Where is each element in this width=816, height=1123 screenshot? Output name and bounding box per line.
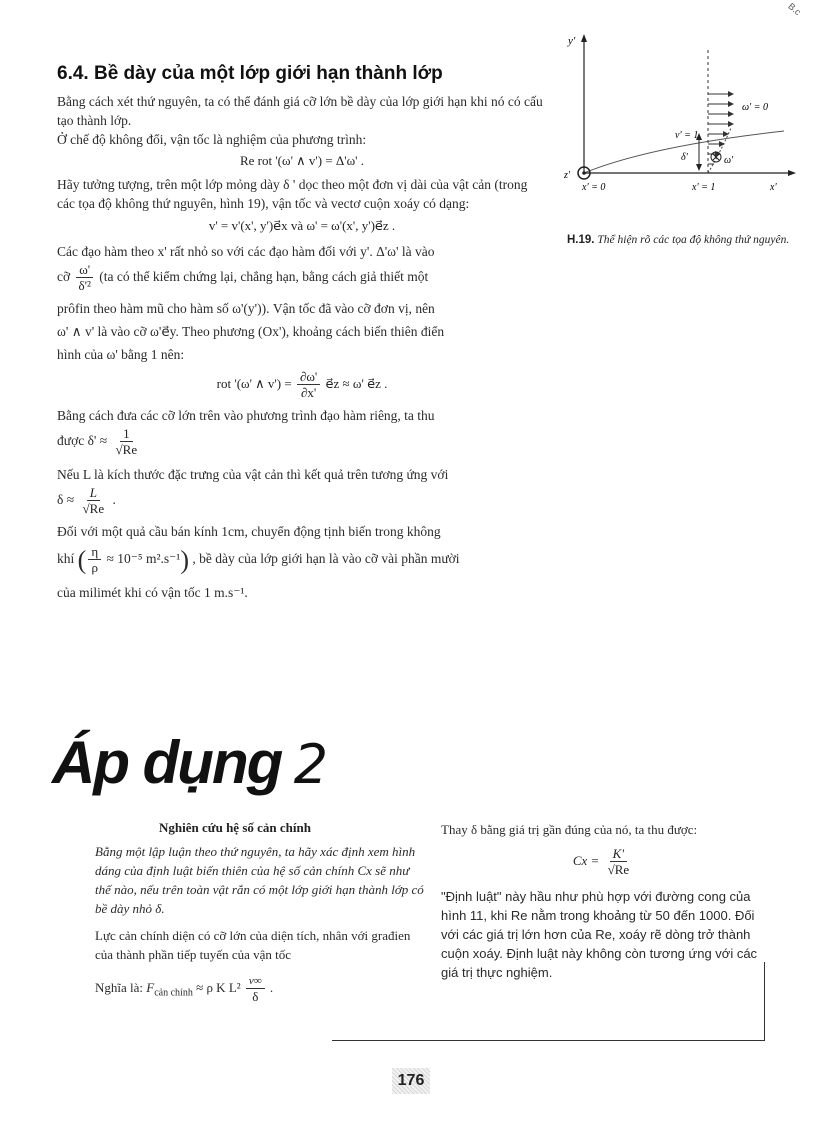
order-prefix: cỡ xyxy=(57,269,71,285)
air-viscosity: ≈ 10⁻⁵ m².s⁻¹ xyxy=(106,551,181,567)
paragraph-derivatives: Các đạo hàm theo x' rất nhỏ so với các đạo hàm đối với y'. Δ'ω' là vào xyxy=(57,244,435,259)
apdung-subtitle: Nghiên cứu hệ số cản chính xyxy=(159,820,311,835)
deltaL-prefix: δ ≈ xyxy=(57,492,75,508)
x-axis-arrow xyxy=(788,170,796,176)
fraction-omega-delta xyxy=(76,263,94,293)
label-delta: δ' xyxy=(681,152,688,163)
paragraph-sphere: Đối với một quả cầu bán kính 1cm, chuyển động tịnh biến trong không xyxy=(57,524,441,539)
fraction-denominator: ∂x' xyxy=(300,385,317,400)
paragraph-profile: prôfin theo hàm mũ cho hàm số ω'(y')). Vận tốc đã vào cỡ đơn vị, nên xyxy=(57,301,435,316)
paragraph-characteristic: Nếu L là kích thước đặc trưng của vật cản thì kết quả trên tương ứng với xyxy=(57,467,449,482)
page-number: 176 xyxy=(392,1068,430,1094)
fraction-numerator: 1 xyxy=(120,427,133,442)
caption-label: H.19. xyxy=(567,234,595,246)
label-x-one: x' = 1 xyxy=(692,182,716,193)
air-suffix: , bề dày của lớp giới hạn là vào cỡ vài phần mười xyxy=(192,551,460,567)
label-x-zero: x' = 0 xyxy=(582,182,606,193)
fraction-numerator: ω' xyxy=(76,263,93,278)
air-prefix: khí xyxy=(57,551,75,567)
formula-F: F xyxy=(146,979,155,995)
fraction-numerator: v∞ xyxy=(246,974,265,989)
apdung-drag-force: Lực cản chính diện có cỡ lớn của diện tích, nhân với građien của thành phần tiếp tuyến của vận tốc xyxy=(95,928,411,962)
apdung-drag-formula: Nghĩa là: $F_{cản chính} \approx \rho$ K L² $\frac{v\infty}{\delta}$ . xyxy=(95,975,274,1004)
velocity-arrow-head xyxy=(728,111,734,117)
apdung-intro: Bằng một lập luận theo thứ nguyên, ta hãy xác định xem hình dáng của định luật biến thiên của hệ số cản chính Cx sẽ như thế nào, nếu trên toàn vật rắn có một lớp giới hạn thành lớp có bề dày nhỏ δ. xyxy=(95,844,424,916)
deltaL-suffix: . xyxy=(112,492,116,508)
fraction-partial xyxy=(297,370,320,400)
equation-rot-approx xyxy=(57,370,547,400)
order-suffix: (ta có thể kiểm chứng lại, chẳng hạn, bằng cách giả thiết một xyxy=(99,269,429,285)
y-axis-arrow xyxy=(581,34,587,42)
equation-cx xyxy=(441,847,766,877)
formula-mid: ≈ ρ K L² xyxy=(196,979,241,995)
cx-left: Cx = xyxy=(572,852,600,868)
paragraph-typical: hình của ω' bằng 1 nên: xyxy=(57,347,185,362)
apdung-law: "Định luật" này hầu như phù hợp với đường cong của hình 11, khi Re nằm trong khoảng từ 50 đến 1000. Đối với các giá trị lớn hơn của Re, xoáy rẽ dòng trở thành cuộn xoáy. Định luật này không còn tương ứng với các giá trị thực nghiệm. xyxy=(441,889,758,980)
delta-arrow-down xyxy=(696,164,702,171)
velocity-arrow-head xyxy=(728,121,734,127)
fraction-k-sqrt-re xyxy=(605,847,633,877)
caption-text: Thể hiện rõ các tọa độ không thứ nguyên. xyxy=(597,234,790,246)
velocity-arrow-head xyxy=(728,91,734,97)
corner-mark: B.c xyxy=(786,0,803,18)
fraction-denominator: δ'² xyxy=(78,278,91,293)
paragraph-cross: ω' ∧ v' là vào cỡ ω'e⃗y. Theo phương (Ox'), khoảng cách biến thiên điển xyxy=(57,324,445,339)
label-omega: ω' xyxy=(724,155,734,166)
bottom-rule xyxy=(332,1040,764,1041)
eq3-right: e⃗z ≈ ω' e⃗z . xyxy=(325,375,388,391)
section-title: 6.4. Bề dày của một lớp giới hạn thành lớp xyxy=(57,63,443,84)
paragraph-imagine: Hãy tưởng tượng, trên một lớp mỏng dày δ ' dọc theo một đơn vị dài của vật cản (trong các tọa độ không thứ nguyên, hình 19), vận tốc và vectơ cuộn xoáy có dạng: xyxy=(57,177,528,211)
apdung-heading xyxy=(52,728,328,808)
apdung-number: 2 xyxy=(293,733,329,796)
fraction-numerator: η xyxy=(88,545,101,560)
paragraph-steady-state: Ở chế độ không đổi, vận tốc là nghiệm của phương trình: xyxy=(57,132,367,147)
fraction-denominator: √Re xyxy=(82,501,105,516)
fraction-numerator: ∂ω' xyxy=(297,370,320,385)
fraction-v-delta xyxy=(246,974,265,1004)
paragraph-delta-result xyxy=(57,427,547,457)
paragraph-delta-L xyxy=(57,486,547,516)
figure-h19 xyxy=(560,28,800,203)
label-x-axis: x' xyxy=(770,182,777,193)
fraction-numerator: K' xyxy=(610,847,627,862)
fraction-numerator: L xyxy=(87,486,100,501)
fraction-denominator: ρ xyxy=(91,560,98,575)
formula-F-sub: cản chính xyxy=(154,987,193,999)
paragraph-substitution: Bằng cách đưa các cỡ lớn trên vào phương trình đạo hàm riêng, ta thu xyxy=(57,408,435,423)
velocity-arrow-head xyxy=(728,101,734,107)
paren-open: ( xyxy=(77,545,87,575)
fraction-one-sqrt-re xyxy=(113,427,141,457)
equation-vectors: v' = v'(x', y')e⃗x và ω' = ω'(x', y')e⃗z . xyxy=(208,218,396,233)
paragraph-air xyxy=(57,545,547,575)
label-y-axis: y' xyxy=(568,35,576,47)
equation-rot: Re rot '(ω' ∧ v') = Δ'ω' . xyxy=(239,153,365,168)
fraction-L-sqrt-re xyxy=(80,486,108,516)
figure-caption xyxy=(567,232,797,248)
apdung-word: Áp dụng xyxy=(52,729,282,796)
paragraph-millimetre: của milimét khi có vận tốc 1 m.s⁻¹. xyxy=(57,585,248,600)
apdung-replace: Thay δ bằng giá trị gần đúng của nó, ta thu được: xyxy=(441,822,698,837)
label-omega-zero: ω' = 0 xyxy=(742,102,768,113)
paragraph-intro: Bằng cách xét thứ nguyên, ta có thể đánh giá cỡ lớn bề dày của lớp giới hạn khi nó có cấu tạo thành lớp. xyxy=(57,94,543,128)
fraction-denominator: √Re xyxy=(115,442,138,457)
fraction-denominator: √Re xyxy=(607,862,630,877)
velocity-profile-curve xyxy=(708,128,731,173)
paren-close: ) xyxy=(180,545,190,575)
eq3-left: rot '(ω' ∧ v') = xyxy=(216,375,292,391)
fraction-denominator: δ xyxy=(252,989,259,1004)
paragraph-order xyxy=(57,263,547,293)
delta-prefix: được δ' ≈ xyxy=(57,433,108,449)
origin-dot xyxy=(582,171,586,175)
label-v-one: v' = 1 xyxy=(675,130,699,141)
fraction-eta-rho xyxy=(88,545,101,575)
label-z: z' xyxy=(564,170,571,181)
formula-prefix: Nghĩa là: xyxy=(95,979,144,995)
